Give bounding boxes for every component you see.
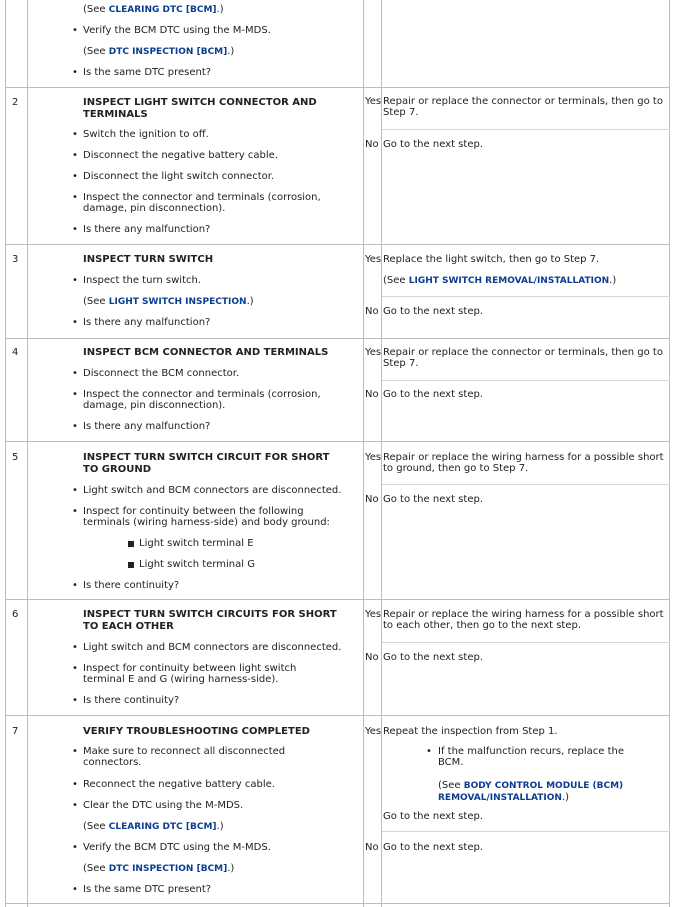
result-divider: [382, 484, 670, 485]
no-label: No: [365, 389, 379, 400]
yes-result: Repair or replace the wiring harness for a possible short to ground, then go to Step 7.: [383, 452, 664, 474]
yes-label: Yes: [365, 726, 382, 737]
no-result: Go to the next step.: [383, 842, 483, 853]
step-title: INSPECT TURN SWITCH: [83, 254, 214, 265]
yes-label: Yes: [365, 609, 382, 620]
no-result: Go to the next step.: [383, 306, 483, 317]
no-label: No: [365, 842, 379, 853]
reference-line: REMOVAL/INSTALLATION.): [438, 792, 570, 803]
dtc-inspection-link[interactable]: DTC INSPECTION [BCM]: [108, 864, 228, 874]
sub-list-item: Light switch terminal E: [139, 538, 254, 549]
result-divider: [382, 831, 670, 832]
yes-result: Replace the light switch, then go to Step 7.: [383, 254, 600, 265]
reference-line: (See DTC INSPECTION [BCM].): [83, 863, 235, 874]
yes-result: Repair or replace the connector or terminals, then go to Step 7.: [383, 96, 663, 118]
row-divider: [5, 338, 670, 339]
yes-result: Repair or replace the wiring harness for a possible short to each other, then go to the next step.: [383, 609, 664, 631]
no-result: Go to the next step.: [383, 652, 483, 663]
result-divider: [382, 129, 670, 130]
no-label: No: [365, 306, 379, 317]
no-label: No: [365, 139, 379, 150]
reference-line: (See DTC INSPECTION [BCM].): [83, 46, 235, 57]
dtc-inspection-link[interactable]: DTC INSPECTION [BCM]: [108, 47, 228, 57]
square-bullet-icon: [128, 541, 134, 547]
step-number: 7: [12, 726, 19, 737]
no-label: No: [365, 652, 379, 663]
clearing-dtc-link[interactable]: CLEARING DTC [BCM]: [108, 5, 217, 15]
row-divider: [5, 903, 670, 904]
yes-label: Yes: [365, 254, 382, 265]
row-divider: [5, 244, 670, 245]
table-border-left: [5, 0, 6, 907]
yes-label: Yes: [365, 347, 382, 358]
step-title: INSPECT TURN SWITCH CIRCUITS FOR SHORT TO EACH OTHER: [83, 609, 337, 632]
no-result: Go to the next step.: [383, 494, 483, 505]
step-number: 6: [12, 609, 19, 620]
yes-label: Yes: [365, 96, 382, 107]
light-switch-removal-link[interactable]: LIGHT SWITCH REMOVAL/INSTALLATION: [408, 276, 610, 286]
row-divider: [5, 715, 670, 716]
no-result: Go to the next step.: [383, 389, 483, 400]
column-divider: [363, 0, 364, 907]
yes-result: Repeat the inspection from Step 1.: [383, 726, 558, 737]
yes-label: Yes: [365, 452, 382, 463]
no-label: No: [365, 494, 379, 505]
step-number: 2: [12, 97, 19, 108]
clearing-dtc-link[interactable]: CLEARING DTC [BCM]: [108, 822, 217, 832]
step-title: INSPECT TURN SWITCH CIRCUIT FOR SHORT TO GROUND: [83, 452, 330, 475]
result-sub-item: If the malfunction recurs, replace the BCM.: [438, 746, 625, 768]
row-divider: [5, 441, 670, 442]
table-border-right: [669, 0, 670, 907]
column-divider: [27, 0, 28, 907]
step-number: 3: [12, 254, 19, 265]
reference-line: (See BODY CONTROL MODULE (BCM): [438, 780, 624, 791]
reference-line: (See CLEARING DTC [BCM].): [83, 821, 224, 832]
reference-line: (See LIGHT SWITCH REMOVAL/INSTALLATION.): [383, 275, 617, 286]
square-bullet-icon: [128, 562, 134, 568]
troubleshooting-table: (See CLEARING DTC [BCM].) • Verify the BCM DTC using the M-MDS. (See DTC INSPECTION [BCM].) • Is the same DTC present? 2 INSPECT LIGHT SWITCH CONNECTOR AND TERMINALS • Switch the ignition to off. • Disconnect the negative battery cable. • Disconnect the light switch connector. • Inspect the connector and terminals (corrosion, damage, pin disconnection). • Is there any malfunction? Yes Repair or replace the connector or terminals, then go to Step 7. No Go to the next step. 3 INSPECT TURN SWITCH • Inspect the turn switch. (See LIGHT SWITCH INSPECTION.) • Is there any malfunction? Yes Replace the light switch, then go to Step 7. (See LIGHT SWITCH REMOVAL/INSTALLATION.) No Go to the next step. 4 INSPECT BCM CONNECTOR AND TERMINALS • Disconnect the BCM connector. • Inspect the connector and terminals (corrosion, damage, pin disconnection). • Is there any malfunction? Yes Repair or replace the connector or terminals, then go to Step 7. No Go to the next step. 5 INSPECT TURN SWITCH CIRCUIT FOR SHORT TO GROUND • Light switch and BCM connectors are disconnected. • Inspect for continuity between the following terminals (wiring harness-side) and body ground: Light switch terminal E Light switch terminal G • Is there continuity? Yes Repair or replace the wiring harness for a possible short to ground, then go to Step 7. No Go to the next step. 6 INSPECT TURN SWITCH CIRCUITS FOR SHORT TO EACH OTHER • Light switch and BCM connectors are disconnected. • Inspect for continuity between light switch terminal E and G (wiring harness-side). • Is there continuity? Yes Repair or replace the wiring harness for a possible short to each other, then go to the next step. No Go to the next step. 7 VERIFY TROUBLESHOOTING COMPLETED • Make sure to reconnect all disconnected connectors. • Reconnect the negative battery cable. • Clear the DTC using the M-MDS. (See CLEARING DTC [BCM].) • Verify the BCM DTC using the M-MDS. (See DTC INSPECTION [BCM].) • Is the same DTC present? Yes Repeat the inspection from Step 1. • If the malfunction recurs, replace the BCM. (See BODY CONTROL MODULE (BCM) REMOVAL/INSTALLATION.) Go to the next step. No Go to the next step.: [0, 0, 674, 907]
yes-result-next: Go to the next step.: [383, 811, 483, 822]
step-title: VERIFY TROUBLESHOOTING COMPLETED: [83, 726, 310, 737]
result-bullet: •: [426, 746, 432, 757]
step-number: 4: [12, 347, 19, 358]
reference-line: (See LIGHT SWITCH INSPECTION.): [83, 296, 254, 307]
no-result: Go to the next step.: [383, 139, 483, 150]
result-divider: [382, 380, 670, 381]
light-switch-inspection-link[interactable]: LIGHT SWITCH INSPECTION: [108, 297, 247, 307]
sub-list-item: Light switch terminal G: [139, 559, 255, 570]
result-divider: [382, 296, 670, 297]
step-title: INSPECT BCM CONNECTOR AND TERMINALS: [83, 347, 329, 358]
bcm-removal-link[interactable]: REMOVAL/INSTALLATION: [438, 793, 562, 803]
reference-line: (See CLEARING DTC [BCM].): [83, 4, 224, 15]
step-title: INSPECT LIGHT SWITCH CONNECTOR AND TERMINALS: [83, 97, 317, 120]
row-divider: [5, 599, 670, 600]
row-divider: [5, 87, 670, 88]
yes-result: Repair or replace the connector or terminals, then go to Step 7.: [383, 347, 663, 369]
bcm-removal-link[interactable]: BODY CONTROL MODULE (BCM): [463, 781, 624, 791]
result-divider: [382, 642, 670, 643]
step-number: 5: [12, 452, 19, 463]
